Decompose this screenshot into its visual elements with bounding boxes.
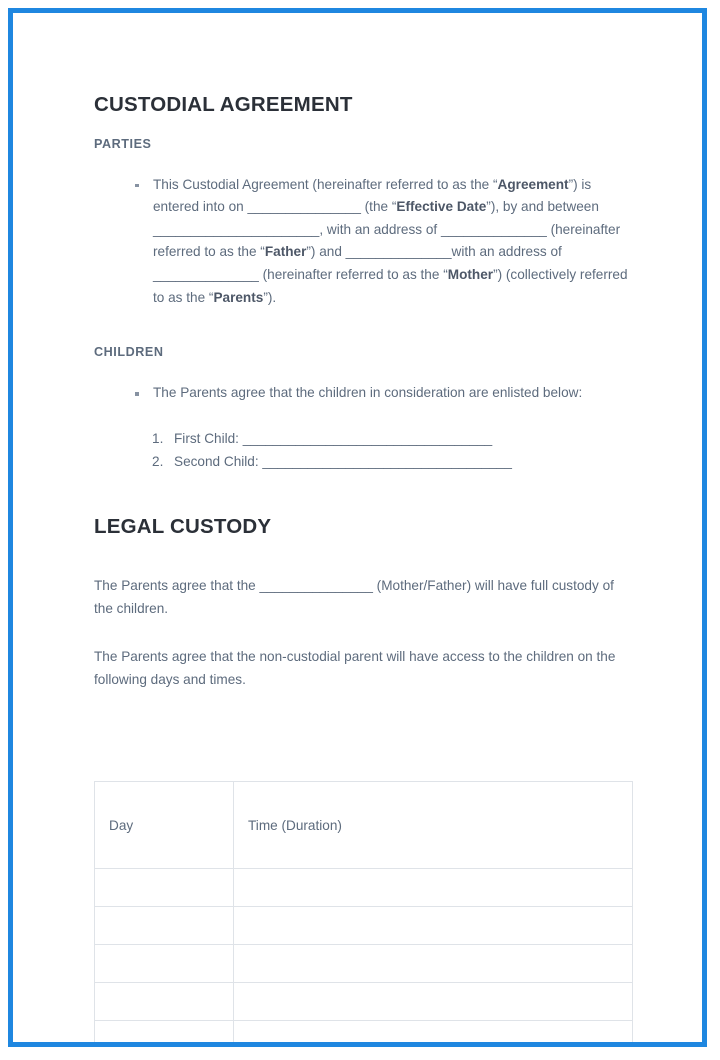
table-cell-time[interactable]	[234, 869, 633, 907]
table-row	[95, 907, 633, 945]
parties-bold-agreement: Agreement	[497, 176, 569, 192]
document-body	[94, 93, 634, 691]
children-bullet-list	[94, 382, 634, 405]
table-row	[95, 869, 633, 907]
section-heading-children: CHILDREN	[94, 345, 164, 360]
table-cell-day[interactable]	[95, 907, 234, 945]
table-cell-time[interactable]	[234, 945, 633, 983]
page-title: CUSTODIAL AGREEMENT	[94, 93, 353, 116]
parties-text-5: ”) (collectively referred to as the “	[153, 267, 628, 305]
table-cell-time[interactable]	[234, 1021, 633, 1043]
list-item: First Child: _________________________________	[174, 430, 493, 446]
table-row	[95, 945, 633, 983]
parties-bold-father: Father	[264, 244, 307, 260]
legal-custody-paragraph-2: The Parents agree that the non-custodial parent will have access to the children on the following days and times.	[94, 648, 616, 688]
table-column-header-day: Day	[95, 782, 234, 869]
table-cell-day[interactable]	[95, 983, 234, 1021]
parties-text-4: ”) and ______________with an address of ______________ (hereinafter referred to as the “	[153, 244, 562, 283]
document-page-frame	[8, 8, 707, 1047]
table-cell-day[interactable]	[95, 945, 234, 983]
table-cell-day[interactable]	[95, 869, 234, 907]
table-body	[95, 869, 633, 1043]
parties-text-2: ”) is entered into on _______________ (the “	[153, 176, 592, 215]
section-heading-legal-custody: LEGAL CUSTODY	[94, 514, 272, 538]
table-column-header-time: Time (Duration)	[234, 782, 633, 869]
parties-bold-mother: Mother	[447, 267, 494, 283]
parties-bold-parents: Parents	[213, 289, 264, 305]
parties-text-1: This Custodial Agreement (hereinafter referred to as the “	[153, 176, 498, 192]
visitation-schedule-table	[94, 781, 633, 1042]
legal-custody-paragraph-1: The Parents agree that the _______________ (Mother/Father) will have full custody of the children.	[94, 577, 614, 616]
document-page-surface	[13, 13, 702, 1042]
table-cell-time[interactable]	[234, 907, 633, 945]
table-header-row	[95, 782, 633, 869]
children-numbered-list	[94, 427, 634, 473]
parties-bullet-list	[94, 174, 634, 310]
parties-bold-effective-date: Effective Date	[396, 199, 487, 215]
list-item: The Parents agree that the children in consideration are enlisted below:	[133, 382, 634, 405]
list-item: Second Child: _________________________________	[174, 453, 512, 469]
table-cell-time[interactable]	[234, 983, 633, 1021]
table-row	[95, 1021, 633, 1043]
table-cell-day[interactable]	[95, 1021, 234, 1043]
table-row	[95, 983, 633, 1021]
list-item	[133, 174, 634, 310]
section-heading-parties: PARTIES	[94, 136, 152, 151]
parties-text-3: ”), by and between ______________________, with an address of ______________ (hereinafter referred to as the “	[153, 199, 621, 260]
parties-text-6: ”).	[263, 289, 277, 305]
